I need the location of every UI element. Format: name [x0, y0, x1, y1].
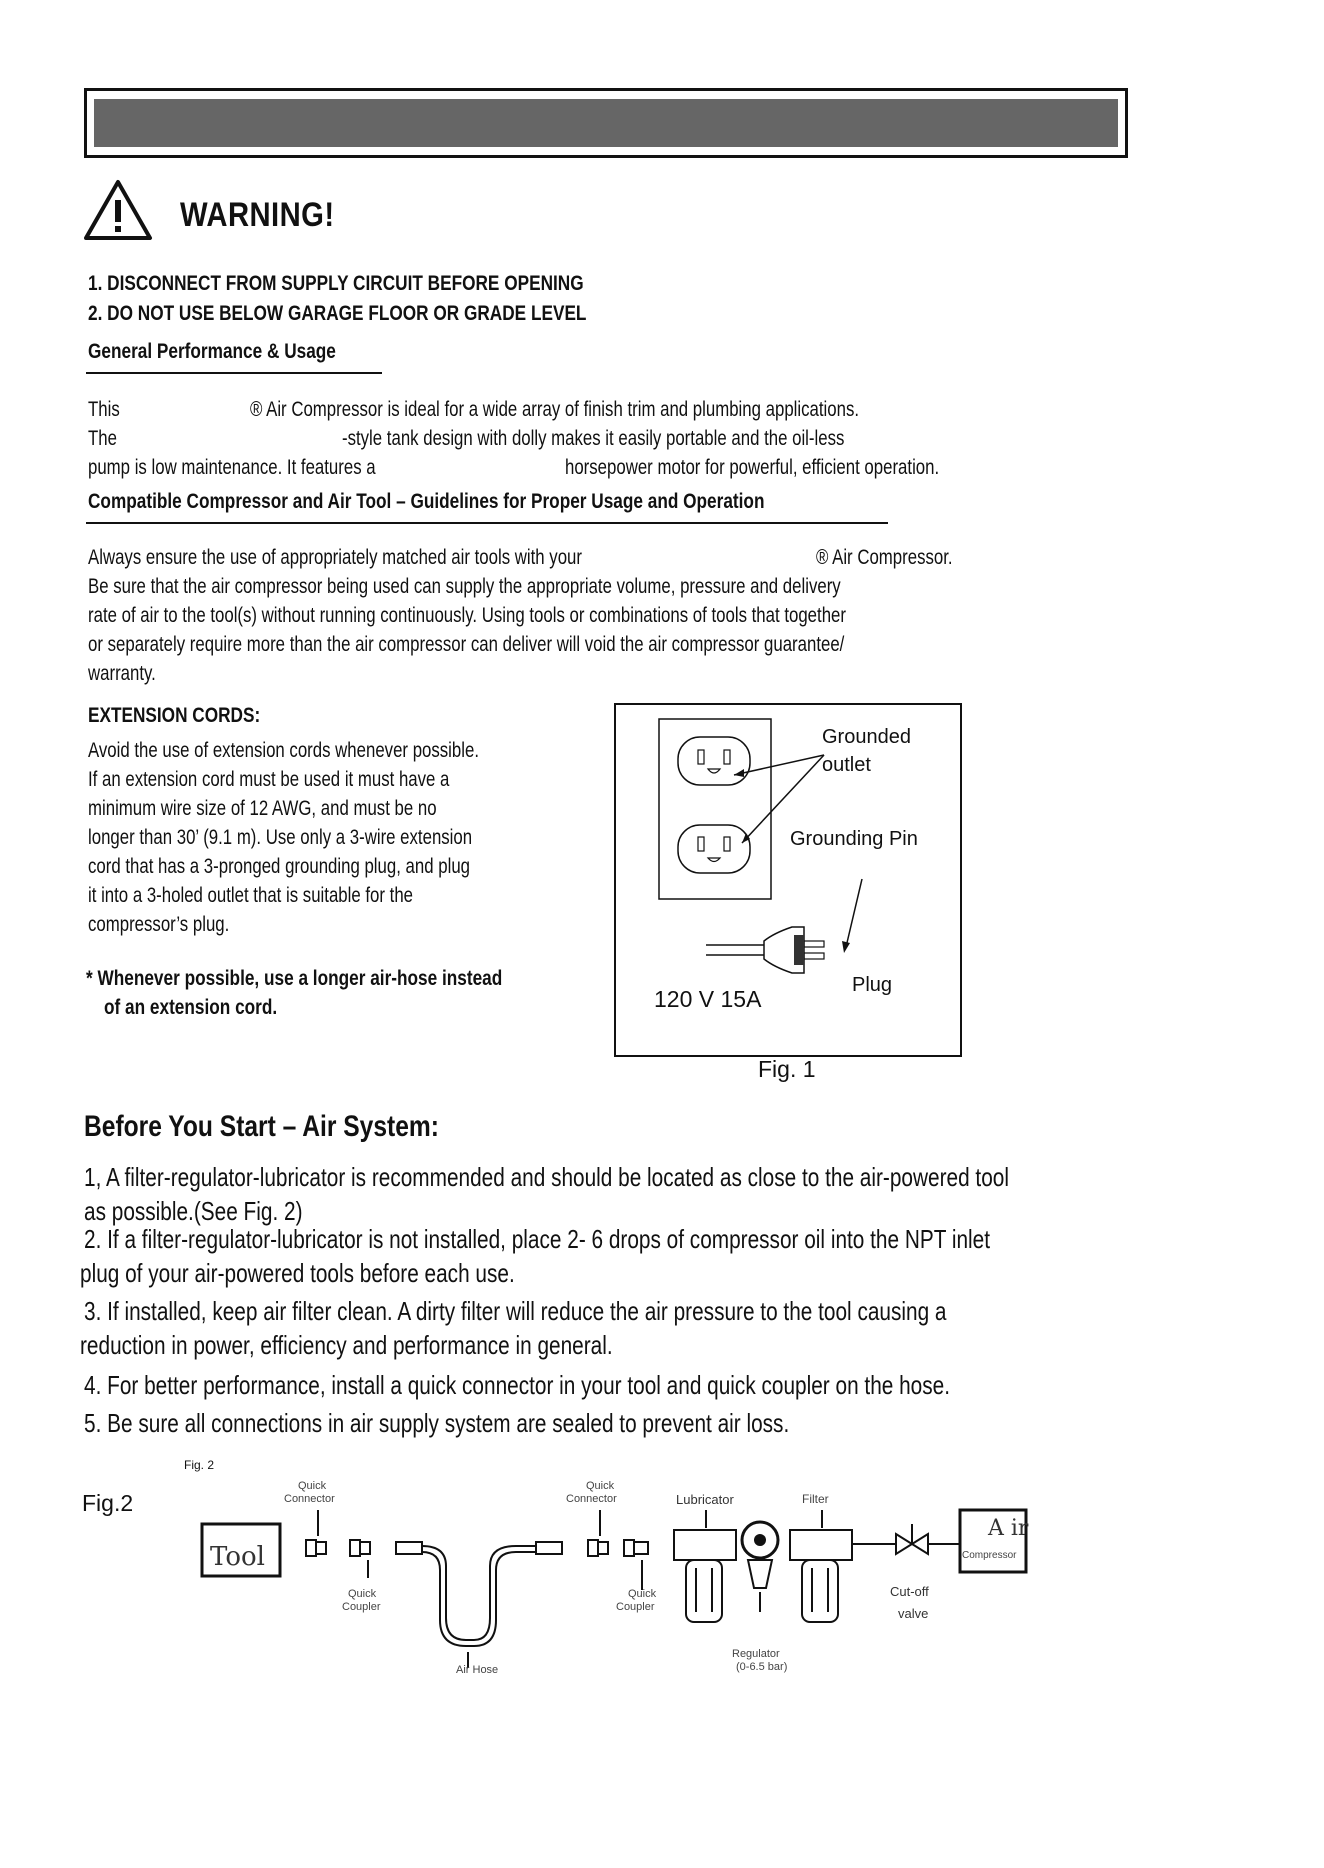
extension-line-7: compressor’s plug. [88, 913, 230, 936]
general-line-2a: The [88, 427, 117, 450]
extension-note-2: of an extension cord. [104, 996, 278, 1019]
compatible-line-1a: Always ensure the use of appropriately matched air tools with your [88, 546, 582, 569]
fig2-label-cutoff-a: Cut-off [890, 1584, 929, 1599]
warning-icon [82, 178, 154, 242]
compatible-line-2: Be sure that the air compressor being used can supply the appropriate volume, pressure and delivery [88, 575, 841, 598]
fig2-label-quick-coupler-2b: Coupler [616, 1601, 655, 1613]
fig2-label-quick-coupler-1a: Quick [348, 1588, 377, 1600]
fig2-small-caption: Fig. 2 [184, 1458, 215, 1472]
before-item-1-line-2: as possible.(See Fig. 2) [84, 1196, 303, 1226]
fig2-label-filter: Filter [802, 1492, 829, 1506]
extension-line-5: cord that has a 3-pronged grounding plug, and plug [88, 855, 471, 878]
extension-line-3: minimum wire size of 12 AWG, and must be no [88, 797, 437, 820]
fig2-label-cutoff-b: valve [898, 1606, 929, 1621]
fig2-label-air: A ir [988, 1516, 1029, 1541]
compatible-line-1b: ® Air Compressor. [816, 546, 953, 569]
before-item-1-line-1: 1, A filter-regulator-lubricator is recommended and should be located as close to the air-powered tool [84, 1162, 1009, 1192]
general-heading: General Performance & Usage [88, 340, 336, 363]
compatible-line-5: warranty. [88, 662, 156, 685]
fig1-label-plug: Plug [852, 974, 893, 996]
before-heading: Before You Start – Air System: [84, 1110, 439, 1143]
extension-line-4: longer than 30’ (9.1 m). Use only a 3-wire extension [88, 826, 473, 849]
fig2-label-quick-coupler-2a: Quick [628, 1588, 657, 1600]
fig2-caption: Fig.2 [82, 1490, 134, 1516]
extension-line-6: it into a 3-holed outlet that is suitable for the [88, 884, 413, 907]
compatible-heading: Compatible Compressor and Air Tool – Guidelines for Proper Usage and Operation [88, 490, 765, 513]
compatible-line-3: rate of air to the tool(s) without running continuously. Using tools or combinations of tools that together [88, 604, 846, 627]
fig2-label-quick-connector-1a: Quick [298, 1480, 327, 1492]
fig2-label-quick-connector-1b: Connector [284, 1493, 335, 1505]
header-bar [94, 99, 1118, 147]
general-line-1a: This [88, 398, 120, 421]
before-item-4: 4. For better performance, install a quick connector in your tool and quick coupler on the hose. [84, 1370, 950, 1400]
extension-note-1: * Whenever possible, use a longer air-hose instead [86, 967, 503, 990]
general-line-2b: -style tank design with dolly makes it easily portable and the oil-less [342, 427, 845, 450]
fig1-caption: Fig. 1 [758, 1056, 816, 1082]
fig1-label-grounded: Grounded [822, 726, 911, 748]
fig2-label-quick-connector-2b: Connector [566, 1493, 617, 1505]
extension-line-1: Avoid the use of extension cords whenever possible. [88, 739, 479, 762]
fig2-label-quick-coupler-1b: Coupler [342, 1601, 381, 1613]
fig1-label-rating: 120 V 15A [654, 986, 762, 1012]
extension-heading: EXTENSION CORDS: [88, 704, 261, 727]
before-item-3-line-2: reduction in power, efficiency and performance in general. [80, 1330, 613, 1360]
fig2-label-air-hose: Air Hose [456, 1664, 499, 1676]
warning-title: WARNING! [180, 196, 335, 234]
figure-2-air-system-diagram [190, 1480, 1070, 1680]
warning-item-2: 2. DO NOT USE BELOW GARAGE FLOOR OR GRADE LEVEL [88, 302, 587, 325]
fig2-label-regulator-b: (0-6.5 bar) [736, 1661, 788, 1673]
general-line-1b: ® Air Compressor is ideal for a wide array of finish trim and plumbing applications. [250, 398, 860, 421]
general-line-3a: pump is low maintenance. It features a [88, 456, 376, 479]
fig1-label-outlet: outlet [822, 754, 871, 776]
fig2-label-tool: Tool [210, 1542, 265, 1572]
compatible-line-4: or separately require more than the air compressor can deliver will void the air compressor guarantee/ [88, 633, 845, 656]
before-item-3-line-1: 3. If installed, keep air filter clean. A dirty filter will reduce the air pressure to the tool causing a [84, 1296, 947, 1326]
before-item-2-line-1: 2. If a filter-regulator-lubricator is not installed, place 2- 6 drops of compressor oil into the NPT inlet [84, 1224, 990, 1254]
general-heading-underline [86, 372, 382, 374]
extension-line-2: If an extension cord must be used it must have a [88, 768, 450, 791]
general-line-3b: horsepower motor for powerful, efficient operation. [565, 456, 940, 479]
fig2-label-regulator-a: Regulator [732, 1648, 780, 1660]
warning-item-1: 1. DISCONNECT FROM SUPPLY CIRCUIT BEFORE OPENING [88, 272, 584, 295]
before-item-5: 5. Be sure all connections in air supply system are sealed to prevent air loss. [84, 1408, 790, 1438]
compatible-heading-underline [86, 522, 888, 524]
before-item-2-line-2: plug of your air-powered tools before each use. [80, 1258, 515, 1288]
fig2-label-quick-connector-2a: Quick [586, 1480, 615, 1492]
fig1-label-grounding-pin: Grounding Pin [790, 828, 918, 850]
fig2-label-compressor: Compressor [962, 1550, 1017, 1561]
fig2-label-lubricator: Lubricator [676, 1492, 734, 1507]
